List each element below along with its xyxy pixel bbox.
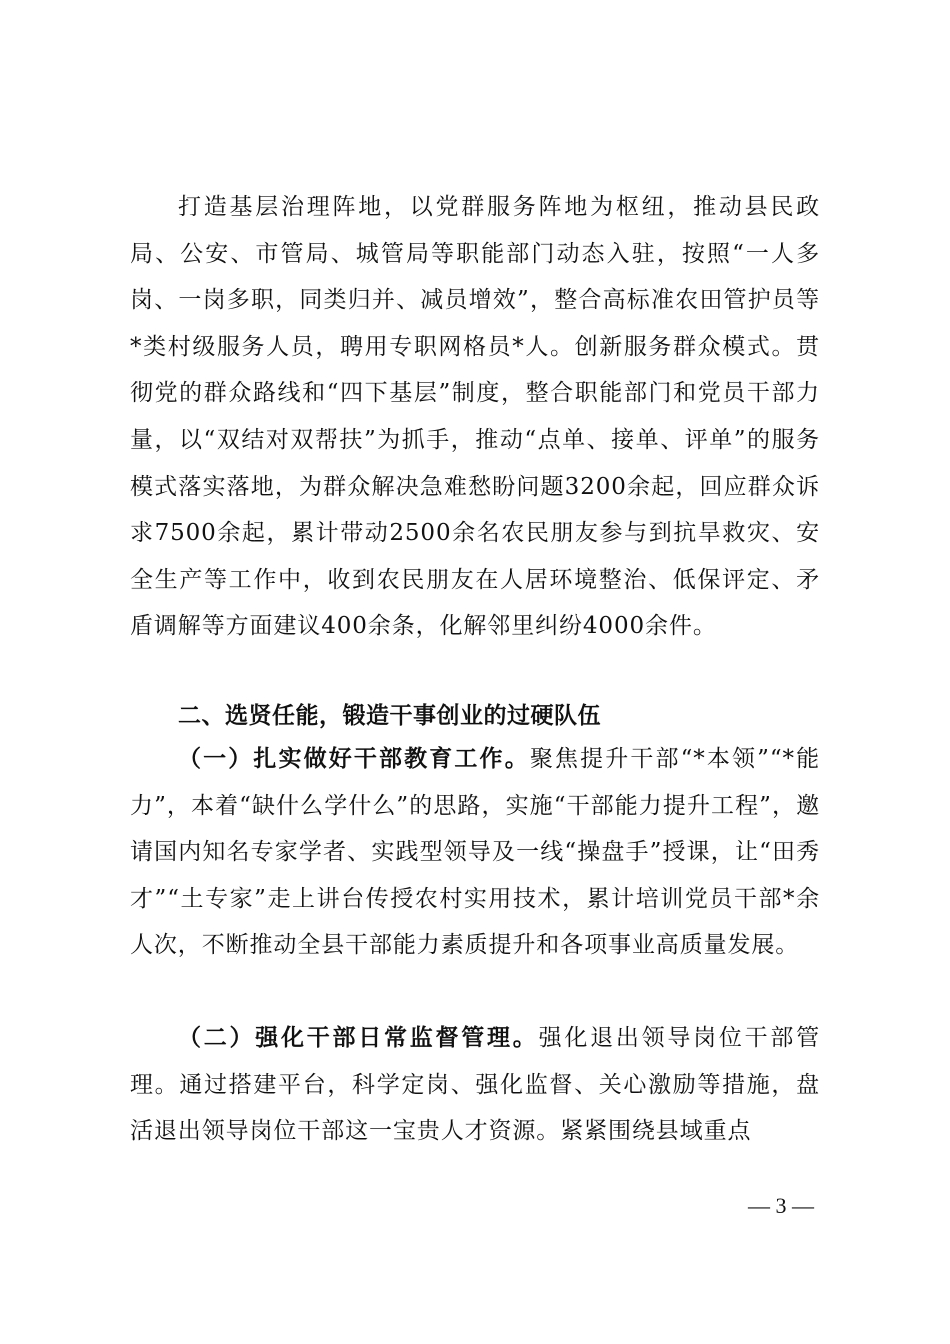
paragraph-cadre-education (130, 736, 820, 969)
paragraph-grassroots-governance: 打造基层治理阵地，以党群服务阵地为枢纽，推动县民政局、公安、市管局、城管局等职能部门动态入驻，按照“一人多岗、一岗多职，同类归并、减员增效”，整合高标准农田管护员等*类村级服务人员，聘用专职网格员*人。创新服务群众模式。贯彻党的群众路线和“四下基层”制度，整合职能部门和党员干部力量，以“双结对双帮扶”为抓手，推动“点单、接单、评单”的服务模式落实落地，为群众解决急难愁盼问题3200余起，回应群众诉求7500余起，累计带动2500余名农民朋友参与到抗旱救灾、安全生产等工作中，收到农民朋友在人居环境整治、低保评定、矛盾调解等方面建议400余条，化解邻里纠纷4000余件。 (130, 194, 820, 640)
paragraph-cadre-supervision (130, 1015, 820, 1155)
subsection-title-cadre-education: （一）扎实做好干部教育工作。 (178, 745, 530, 772)
section-heading: 二、选贤任能，锻造干事创业的过硬队伍 (178, 703, 601, 729)
page-number: — 3 — (748, 1193, 814, 1218)
subsection-body-cadre-supervision: 强化退出领导岗位干部管理。通过搭建平台，科学定岗、强化监督、关心激励等措施，盘活退出领导岗位干部这一宝贵人才资源。紧紧围绕县域重点 (130, 1025, 820, 1145)
subsection-body-cadre-education: 聚焦提升干部“*本领”“*能力”，本着“缺什么学什么”的思路，实施“干部能力提升工程”，邀请国内知名专家学者、实践型领导及一线“操盘手”授课，让“田秀才”“土专家”走上讲台传授农村实用技术，累计培训党员干部*余人次，不断推动全县干部能力素质提升和各项事业高质量发展。 (130, 746, 821, 959)
subsection-title-cadre-supervision: （二）强化干部日常监督管理。 (178, 1024, 539, 1051)
